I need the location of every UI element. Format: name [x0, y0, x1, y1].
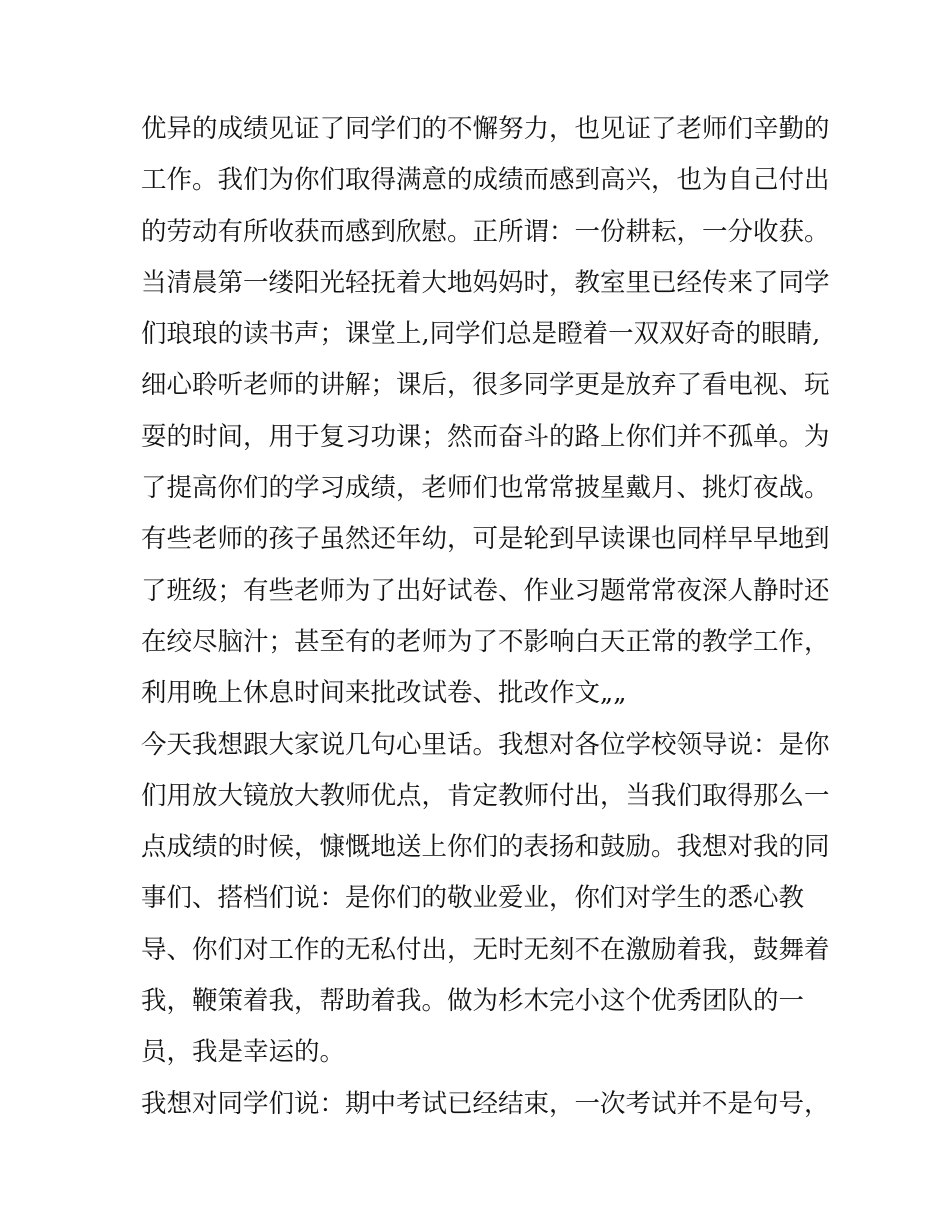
text-line: 的劳动有所收获而感到欣慰。正所谓：一份耕耘，一分收获。 — [141, 216, 830, 247]
text-line: 有些老师的孩子虽然还年幼，可是轮到早读课也同样早早地到 — [141, 524, 830, 555]
text-line: 耍的时间，用于复习功课；然而奋斗的路上你们并不孤单。为 — [141, 421, 830, 452]
text-line: 细心聆听老师的讲解；课后，很多同学更是放弃了看电视、玩 — [141, 370, 830, 401]
text-line: 们琅琅的读书声；课堂上,同学们总是瞪着一双双好奇的眼睛, — [141, 319, 821, 350]
text-line: 点成绩的时候，慷慨地送上你们的表扬和鼓励。我想对我的同 — [141, 832, 830, 863]
text-line: 我想对同学们说：期中考试已经结束，一次考试并不是句号， — [141, 1088, 830, 1119]
text-line: 了提高你们的学习成绩，老师们也常常披星戴月、挑灯夜战。 — [141, 473, 830, 504]
text-line: 员，我是幸运的。 — [141, 1037, 346, 1068]
text-line: 优异的成绩见证了同学们的不懈努力，也见证了老师们辛勤的 — [141, 114, 830, 144]
text-line: 导、你们对工作的无私付出，无时无刻不在激励着我，鼓舞着 — [141, 934, 830, 965]
text-line: 在绞尽脑汁；甚至有的老师为了不影响白天正常的教学工作， — [141, 626, 830, 657]
text-line: 们用放大镜放大教师优点，肯定教师付出，当我们取得那么一 — [141, 780, 830, 811]
document-body — [141, 104, 830, 1130]
text-line: 工作。我们为你们取得满意的成绩而感到高兴，也为自己付出 — [141, 165, 830, 196]
text-line: 我，鞭策着我，帮助着我。做为杉木完小这个优秀团队的一 — [141, 986, 805, 1017]
text-line: 了班级；有些老师为了出好试卷、作业习题常常夜深人静时还 — [141, 575, 830, 606]
text-line: 事们、搭档们说：是你们的敬业爱业，你们对学生的悉心教 — [141, 883, 805, 914]
text-line: 今天我想跟大家说几句心里话。我想对各位学校领导说：是你 — [141, 729, 830, 760]
text-line: 利用晚上休息时间来批改试卷、批改作文„„ — [141, 678, 627, 709]
text-line: 当清晨第一缕阳光轻抚着大地妈妈时，教室里已经传来了同学 — [141, 267, 830, 298]
